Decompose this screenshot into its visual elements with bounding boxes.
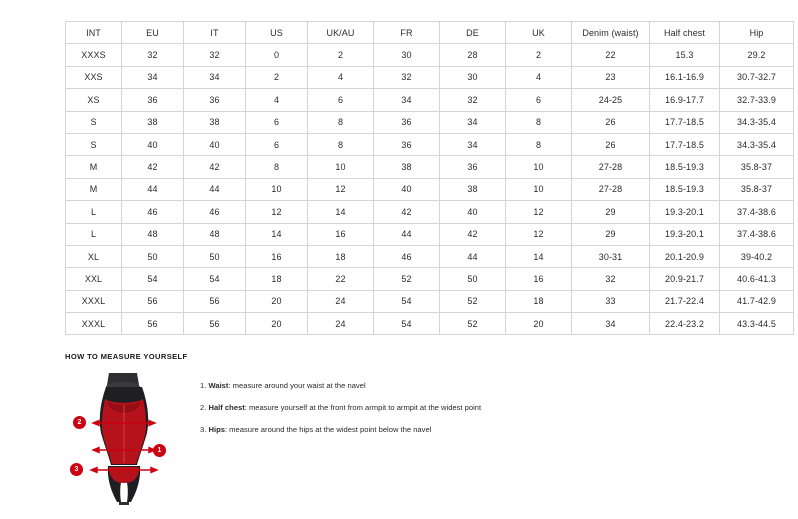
cell-denim-waist: 34 (572, 313, 650, 335)
cell-hip: 32.7-33.9 (720, 89, 794, 111)
cell-denim-waist: 23 (572, 66, 650, 88)
cell-half-chest: 15.3 (650, 44, 720, 66)
cell-half-chest: 17.7-18.5 (650, 133, 720, 155)
step-term-half-chest: Half chest (208, 403, 245, 413)
cell-it: 46 (184, 201, 246, 223)
cell-hip: 39-40.2 (720, 245, 794, 267)
cell-de: 34 (440, 133, 506, 155)
cell-eu: 50 (122, 245, 184, 267)
cell-denim-waist: 27-28 (572, 156, 650, 178)
cell-it: 44 (184, 178, 246, 200)
cell-uk-au: 4 (308, 66, 374, 88)
cell-uk-au: 16 (308, 223, 374, 245)
cell-int: XXL (66, 268, 122, 290)
cell-half-chest: 16.1-16.9 (650, 66, 720, 88)
cell-eu: 44 (122, 178, 184, 200)
cell-uk-au: 14 (308, 201, 374, 223)
column-header-hip: Hip (720, 22, 794, 44)
table-row (66, 245, 794, 267)
cell-eu: 54 (122, 268, 184, 290)
cell-denim-waist: 26 (572, 133, 650, 155)
table-row (66, 313, 794, 335)
cell-fr: 46 (374, 245, 440, 267)
column-header-fr: FR (374, 22, 440, 44)
cell-us: 14 (246, 223, 308, 245)
table-row (66, 268, 794, 290)
cell-half-chest: 18.5-19.3 (650, 178, 720, 200)
column-header-uk: UK (506, 22, 572, 44)
cell-half-chest: 17.7-18.5 (650, 111, 720, 133)
cell-hip: 34.3-35.4 (720, 133, 794, 155)
cell-de: 34 (440, 111, 506, 133)
cell-us: 4 (246, 89, 308, 111)
cell-de: 42 (440, 223, 506, 245)
step-number-2: 2. (200, 403, 207, 413)
cell-eu: 56 (122, 290, 184, 312)
cell-de: 50 (440, 268, 506, 290)
cell-fr: 38 (374, 156, 440, 178)
cell-us: 16 (246, 245, 308, 267)
column-header-uk-au: UK/AU (308, 22, 374, 44)
cell-int: XS (66, 89, 122, 111)
cell-eu: 46 (122, 201, 184, 223)
cell-eu: 42 (122, 156, 184, 178)
step-term-waist: Waist (208, 381, 229, 390)
cell-hip: 34.3-35.4 (720, 111, 794, 133)
cell-fr: 40 (374, 178, 440, 200)
cell-fr: 34 (374, 89, 440, 111)
cell-it: 42 (184, 156, 246, 178)
cell-uk: 14 (506, 245, 572, 267)
cell-eu: 40 (122, 133, 184, 155)
measurement-figure (65, 371, 190, 506)
cell-it: 36 (184, 89, 246, 111)
cell-fr: 54 (374, 290, 440, 312)
table-body (66, 44, 794, 335)
cell-denim-waist: 27-28 (572, 178, 650, 200)
how-to-measure-title: HOW TO MEASURE YOURSELF (65, 352, 188, 361)
cell-denim-waist: 30-31 (572, 245, 650, 267)
cell-eu: 32 (122, 44, 184, 66)
cell-it: 34 (184, 66, 246, 88)
cell-uk-au: 22 (308, 268, 374, 290)
cell-it: 38 (184, 111, 246, 133)
cell-uk-au: 24 (308, 313, 374, 335)
how-to-measure-section (65, 352, 745, 506)
cell-us: 20 (246, 290, 308, 312)
table-row (66, 44, 794, 66)
cell-uk-au: 18 (308, 245, 374, 267)
cell-hip: 35.8-37 (720, 178, 794, 200)
cell-eu: 48 (122, 223, 184, 245)
cell-de: 28 (440, 44, 506, 66)
column-header-it: IT (184, 22, 246, 44)
how-to-measure-body (65, 371, 745, 506)
cell-fr: 32 (374, 66, 440, 88)
table-row (66, 89, 794, 111)
cell-uk: 12 (506, 223, 572, 245)
table-row (66, 290, 794, 312)
cell-half-chest: 16.9-17.7 (650, 89, 720, 111)
figure-bullet-2: 2 (73, 416, 86, 429)
cell-denim-waist: 24-25 (572, 89, 650, 111)
cell-uk: 18 (506, 290, 572, 312)
step-term-hips: Hips (208, 425, 225, 435)
cell-uk-au: 10 (308, 156, 374, 178)
mannequin-illustration-icon (65, 371, 190, 506)
cell-hip: 37.4-38.6 (720, 201, 794, 223)
cell-fr: 42 (374, 201, 440, 223)
size-table-container (65, 21, 776, 335)
cell-hip: 35.8-37 (720, 156, 794, 178)
cell-int: L (66, 201, 122, 223)
cell-half-chest: 20.1-20.9 (650, 245, 720, 267)
cell-uk: 8 (506, 111, 572, 133)
cell-hip: 29.2 (720, 44, 794, 66)
column-header-half-chest: Half chest (650, 22, 720, 44)
cell-it: 56 (184, 290, 246, 312)
cell-uk-au: 6 (308, 89, 374, 111)
cell-uk: 4 (506, 66, 572, 88)
cell-us: 6 (246, 111, 308, 133)
cell-us: 10 (246, 178, 308, 200)
step-number-3: 3. (200, 425, 207, 435)
cell-hip: 37.4-38.6 (720, 223, 794, 245)
cell-it: 48 (184, 223, 246, 245)
measure-steps-list (200, 371, 481, 447)
cell-fr: 36 (374, 111, 440, 133)
cell-uk: 10 (506, 178, 572, 200)
cell-hip: 43.3-44.5 (720, 313, 794, 335)
cell-uk: 12 (506, 201, 572, 223)
cell-us: 2 (246, 66, 308, 88)
cell-eu: 36 (122, 89, 184, 111)
cell-int: XXXL (66, 313, 122, 335)
measure-step-half-chest (200, 403, 481, 412)
cell-int: XL (66, 245, 122, 267)
cell-half-chest: 19.3-20.1 (650, 223, 720, 245)
cell-us: 20 (246, 313, 308, 335)
cell-eu: 56 (122, 313, 184, 335)
cell-int: XXXS (66, 44, 122, 66)
table-row (66, 156, 794, 178)
cell-de: 32 (440, 89, 506, 111)
size-conversion-table (65, 21, 794, 335)
cell-uk-au: 8 (308, 133, 374, 155)
cell-uk-au: 2 (308, 44, 374, 66)
cell-denim-waist: 32 (572, 268, 650, 290)
cell-de: 52 (440, 290, 506, 312)
table-row (66, 133, 794, 155)
cell-denim-waist: 29 (572, 223, 650, 245)
measure-step-waist (200, 381, 481, 390)
cell-uk: 10 (506, 156, 572, 178)
cell-hip: 30.7-32.7 (720, 66, 794, 88)
cell-us: 6 (246, 133, 308, 155)
cell-int: L (66, 223, 122, 245)
cell-it: 40 (184, 133, 246, 155)
step-number-1: 1. (200, 381, 207, 390)
table-row (66, 66, 794, 88)
cell-fr: 36 (374, 133, 440, 155)
column-header-denim-waist: Denim (waist) (572, 22, 650, 44)
cell-fr: 54 (374, 313, 440, 335)
cell-de: 40 (440, 201, 506, 223)
cell-us: 12 (246, 201, 308, 223)
cell-int: S (66, 133, 122, 155)
cell-int: XXS (66, 66, 122, 88)
measure-step-hips (200, 425, 481, 434)
cell-hip: 40.6-41.3 (720, 268, 794, 290)
column-header-int: INT (66, 22, 122, 44)
cell-hip: 41.7-42.9 (720, 290, 794, 312)
cell-uk-au: 12 (308, 178, 374, 200)
cell-int: M (66, 156, 122, 178)
step-text-half-chest: : measure yourself at the front from armpit to armpit at the widest point (244, 403, 482, 413)
cell-de: 44 (440, 245, 506, 267)
cell-us: 8 (246, 156, 308, 178)
cell-half-chest: 19.3-20.1 (650, 201, 720, 223)
cell-int: XXXL (66, 290, 122, 312)
cell-fr: 52 (374, 268, 440, 290)
cell-denim-waist: 26 (572, 111, 650, 133)
cell-us: 0 (246, 44, 308, 66)
cell-denim-waist: 33 (572, 290, 650, 312)
cell-denim-waist: 22 (572, 44, 650, 66)
table-row (66, 111, 794, 133)
cell-uk: 20 (506, 313, 572, 335)
cell-int: S (66, 111, 122, 133)
cell-uk: 6 (506, 89, 572, 111)
cell-denim-waist: 29 (572, 201, 650, 223)
cell-de: 36 (440, 156, 506, 178)
step-text-waist: : measure around your waist at the navel (228, 381, 366, 390)
cell-uk: 2 (506, 44, 572, 66)
figure-bullet-3: 3 (70, 463, 83, 476)
cell-uk: 8 (506, 133, 572, 155)
cell-uk-au: 8 (308, 111, 374, 133)
cell-us: 18 (246, 268, 308, 290)
cell-de: 30 (440, 66, 506, 88)
cell-de: 38 (440, 178, 506, 200)
column-header-eu: EU (122, 22, 184, 44)
cell-it: 56 (184, 313, 246, 335)
step-text-hips: : measure around the hips at the widest point below the navel (224, 425, 432, 435)
cell-de: 52 (440, 313, 506, 335)
cell-it: 50 (184, 245, 246, 267)
cell-half-chest: 20.9-21.7 (650, 268, 720, 290)
cell-uk: 16 (506, 268, 572, 290)
column-header-us: US (246, 22, 308, 44)
cell-uk-au: 24 (308, 290, 374, 312)
cell-int: M (66, 178, 122, 200)
column-header-de: DE (440, 22, 506, 44)
cell-half-chest: 21.7-22.4 (650, 290, 720, 312)
table-row (66, 178, 794, 200)
cell-it: 54 (184, 268, 246, 290)
figure-bullet-1: 1 (153, 444, 166, 457)
table-row (66, 201, 794, 223)
cell-eu: 34 (122, 66, 184, 88)
cell-eu: 38 (122, 111, 184, 133)
cell-fr: 30 (374, 44, 440, 66)
cell-half-chest: 22.4-23.2 (650, 313, 720, 335)
cell-it: 32 (184, 44, 246, 66)
cell-half-chest: 18.5-19.3 (650, 156, 720, 178)
cell-fr: 44 (374, 223, 440, 245)
table-row (66, 223, 794, 245)
table-header-row (66, 22, 794, 44)
